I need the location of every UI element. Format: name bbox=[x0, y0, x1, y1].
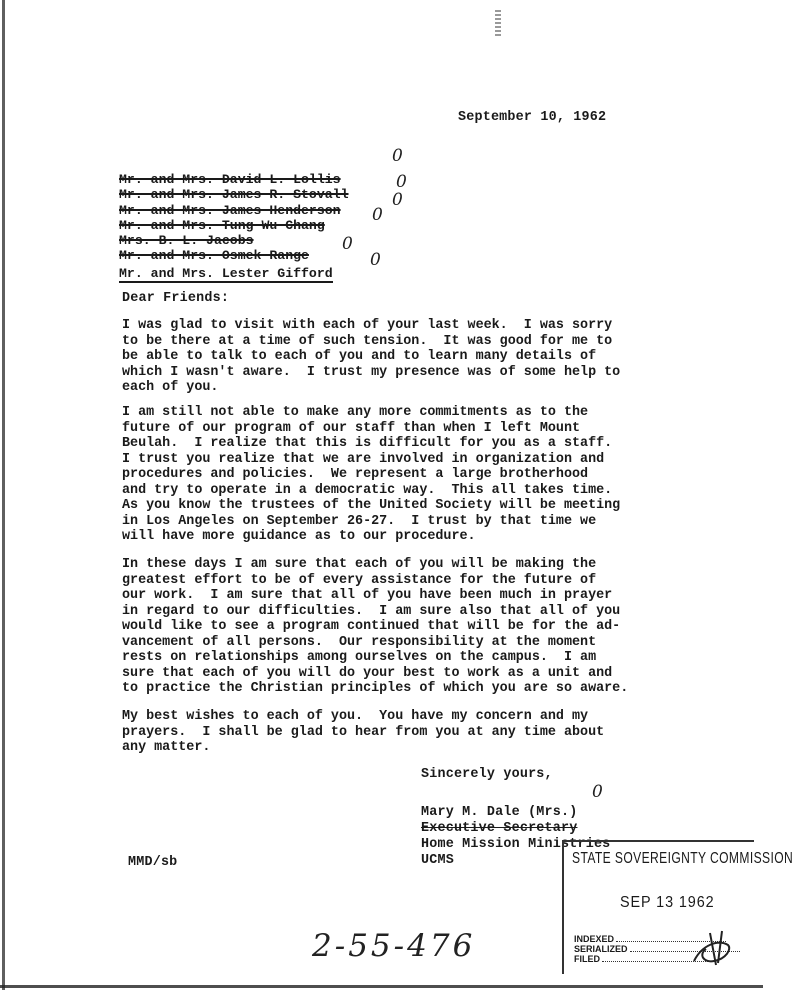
signature-organization-abbr: UCMS bbox=[421, 853, 454, 868]
recipient-line: Mr. and Mrs. Lester Gifford bbox=[119, 266, 333, 283]
typist-initials: MMD/sb bbox=[128, 855, 178, 870]
check-mark: 0 bbox=[372, 205, 383, 225]
stamp-date: SEP 13 1962 bbox=[620, 894, 715, 911]
stamp-field-serialized: SERIALIZED bbox=[574, 944, 740, 954]
check-mark: 0 bbox=[392, 146, 403, 166]
check-mark: 0 bbox=[396, 172, 407, 192]
salutation: Dear Friends: bbox=[122, 291, 230, 306]
recipient-line: Mr. and Mrs. James R. Stovall bbox=[119, 187, 349, 203]
recipient-line: Mr. and Mrs. Osmek Range bbox=[119, 248, 309, 264]
check-mark: 0 bbox=[592, 782, 603, 802]
recipient-line: Mrs. B. L. Jacobs bbox=[119, 233, 254, 249]
body-paragraph: I was glad to visit with each of your last week. I was sorry to be there at a time of such tension. It was good for me to be able to talk to each of you and to learn many details of which I wasn't aware. I trust my presence was of some help to each of you. bbox=[122, 318, 621, 395]
letter-date: September 10, 1962 bbox=[458, 110, 607, 125]
check-mark: 0 bbox=[392, 190, 403, 210]
recipient-line: Mr. and Mrs. James Henderson bbox=[119, 202, 341, 218]
body-paragraph: In these days I am sure that each of you will be making the greatest effort to be of every assistance for the future of our work. I am sure that all of you have been much in prayer in regard to our difficulties. I am sure also that all of you would like to see a program continued that will be for the ad- vancement of all persons. Our responsibility at the moment rests on relationships among ourselves on the campus. I am sure that each of you will do your best to work as a unit and to practice the Christian principles of which you are so aware. bbox=[122, 557, 629, 696]
body-paragraph: My best wishes to each of you. You have my concern and my prayers. I shall be glad to hear from you at any time about any matter. bbox=[122, 709, 605, 755]
signature-organization: Home Mission Ministries bbox=[421, 837, 611, 852]
recipient-list bbox=[119, 172, 349, 283]
scan-edge-left bbox=[2, 0, 5, 990]
stamp-title: STATE SOVEREIGNTY COMMISSION bbox=[572, 850, 793, 867]
handwritten-scribble bbox=[688, 925, 736, 969]
closing: Sincerely yours, bbox=[421, 767, 553, 782]
body-paragraph: I am still not able to make any more commitments as to the future of our program of our staff than when I left Mount Beulah. I realize that this is difficult for you as a staff. I trust you realize that we are involved in organization and procedures and policies. We represent a large brotherhood and try to operate in a democratic way. This all takes time. As you know the trustees of the United Society will be meeting in Los Angeles on September 26-27. I trust by that time we will have more guidance as to our procedure. bbox=[122, 405, 621, 544]
check-mark: 0 bbox=[342, 234, 353, 254]
stamp-field-filed: FILED bbox=[574, 954, 712, 964]
recipient-line: Mr. and Mrs. David L. Lollis bbox=[119, 172, 341, 187]
signature-name: Mary M. Dale (Mrs.) bbox=[421, 805, 578, 820]
recipient-line: Mr. and Mrs. Tung Wu Chang bbox=[119, 217, 325, 233]
handwritten-file-number: 2-55-476 bbox=[312, 928, 476, 964]
signature-title: Executive Secretary bbox=[421, 821, 578, 836]
stamp-field-indexed: INDEXED bbox=[574, 934, 726, 944]
scan-edge-bottom bbox=[0, 985, 763, 988]
check-mark: 0 bbox=[370, 250, 381, 270]
scan-artifact bbox=[495, 10, 501, 36]
